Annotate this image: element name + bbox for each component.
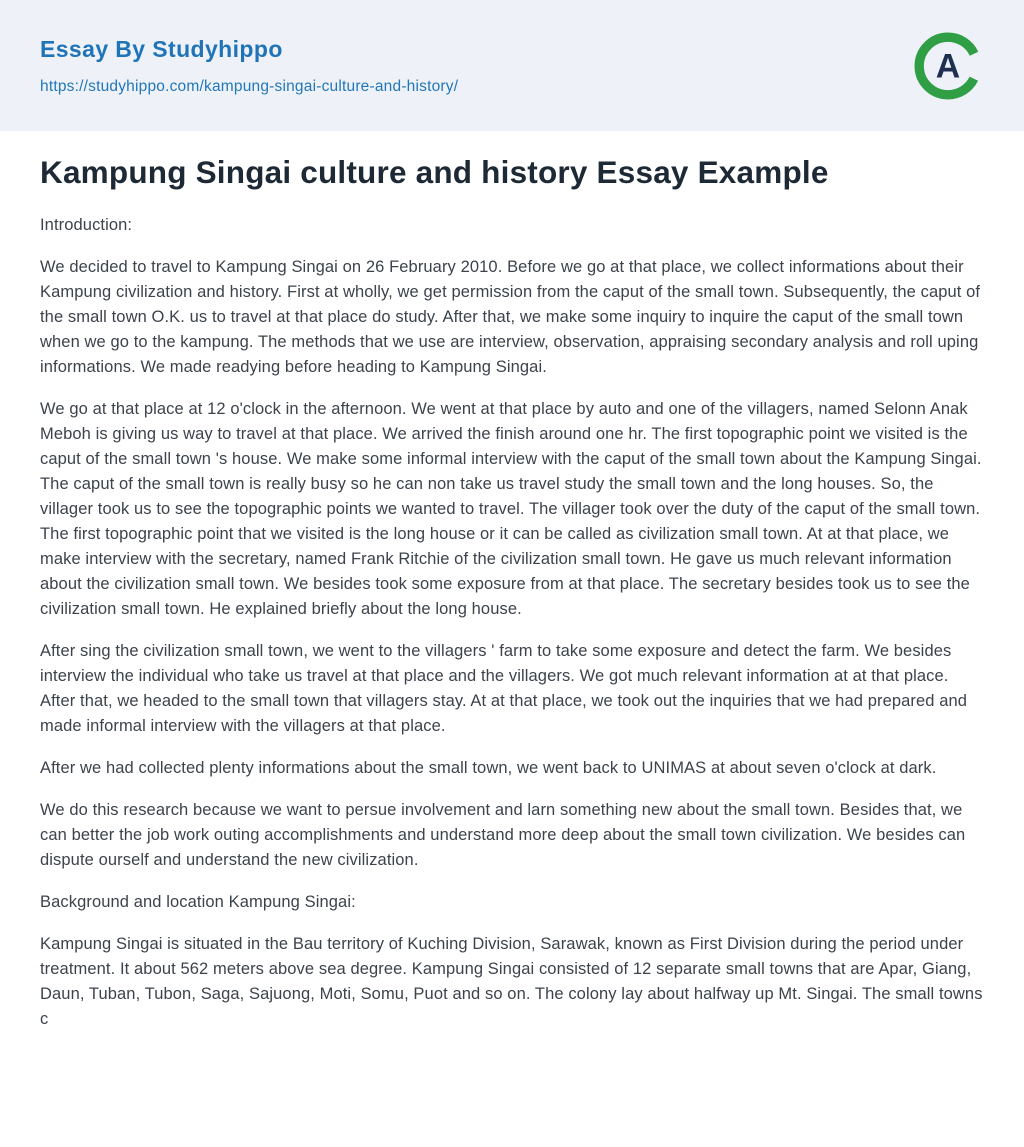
- essay-content: [0, 153, 1024, 1032]
- logo-ring-icon: [912, 30, 984, 102]
- essay-paragraph-2: We go at that place at 12 o'clock in the afternoon. We went at that place by auto and one of the villagers, named Selonn Anak Meboh is giving us way to travel at that place. We arrived the finish around one hr. The first topographic point we visited is the caput of the small town 's house. We make some informal interview with the caput of the small town about the Kampung Singai. The caput of the small town is really busy so he can non take us travel study the small town and the long houses. So, the villager took us to see the topographic points we wanted to travel. The villager took over the duty of the caput of the small town. The first topographic point that we visited is the long house or it can be called as civilization small town. At at that place, we make interview with the secretary, named Frank Ritchie of the civilization small town. He gave us much relevant information about the civilization small town. We besides took some exposure from at that place. The secretary besides took us to see the civilization small town. He explained briefly about the long house.: [40, 400, 982, 619]
- header-text-block: [40, 36, 458, 96]
- source-url-link[interactable]: [40, 78, 458, 96]
- essay-paragraph-5: We do this research because we want to persue involvement and larn something new about the small town. Besides that, we can better the job work outing accomplishments and understand more deep about the small town civilization. We besides can dispute ourself and understand the new civilization.: [40, 801, 966, 870]
- background-label: Background and location Kampung Singai:: [40, 893, 356, 912]
- page-header: [0, 0, 1024, 131]
- essay-title: Kampung Singai culture and history Essay Example: [40, 154, 829, 190]
- studyhippo-logo-icon: [912, 30, 984, 102]
- essay-paragraph-3: After sing the civilization small town, we went to the villagers ' farm to take some exposure and detect the farm. We besides interview the individual who take us travel at that place and the villagers. We got much relevant information at at that place. After that, we headed to the small town that villagers stay. At at that place, we took out the inquiries that we had prepared and made informal interview with the villagers at that place.: [40, 642, 968, 736]
- essay-paragraph-6: Kampung Singai is situated in the Bau territory of Kuching Division, Sarawak, known as First Division during the period under treatment. It about 562 meters above sea degree. Kampung Singai consisted of 12 separate small towns that are Apar, Giang, Daun, Tuban, Tubon, Saga, Sajuong, Moti, Somu, Puot and so on. The colony lay about halfway up Mt. Singai. The small towns c: [40, 935, 983, 1029]
- essay-paragraph-4: After we had collected plenty informations about the small town, we went back to UNIMAS at about seven o'clock at dark.: [40, 759, 937, 778]
- site-title: Essay By Studyhippo: [40, 35, 283, 62]
- source-url-text: https://studyhippo.com/kampung-singai-culture-and-history/: [40, 77, 459, 95]
- essay-paragraph-1: We decided to travel to Kampung Singai on 26 February 2010. Before we go at that place, we collect informations about their Kampung civilization and history. First at wholly, we get permission from the caput of the small town. Subsequently, the caput of the small town O.K. us to travel at that place do study. After that, we make some inquiry to inquire the caput of the small town when we go to the kampung. The methods that we use are interview, observation, appraising secondary analysis and roll uping informations. We made readying before heading to Kampung Singai.: [40, 258, 981, 377]
- logo-letter: A: [935, 47, 961, 86]
- intro-label: Introduction:: [40, 216, 133, 235]
